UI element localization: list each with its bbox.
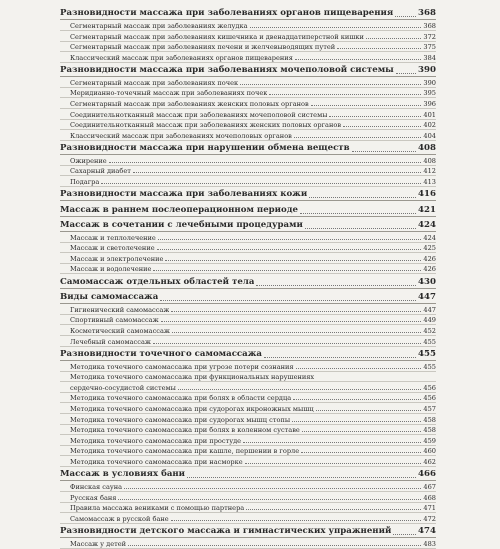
- toc-page-number: 456: [423, 383, 436, 392]
- toc-subsection-row: [60, 52, 436, 63]
- toc-entry-title: Разновидности точечного самомассажа: [60, 348, 262, 359]
- toc-entry-title: Методика точечного самомассажа при угрозе потери сознания: [70, 362, 294, 371]
- toc-entry-title: Разновидности детского массажа и гимнастических упражнений: [60, 526, 392, 537]
- toc-page-number: 458: [423, 415, 436, 424]
- toc-entry-title: Методика точечного самомассажа при болях в области сердца: [70, 394, 292, 403]
- toc-page-number: 458: [423, 426, 436, 435]
- dot-leader: [153, 343, 421, 344]
- toc-section-row: [60, 524, 436, 538]
- toc-page-number: 466: [418, 469, 436, 480]
- dot-leader: [245, 463, 422, 464]
- toc-entry-title: Массаж и водолечение: [70, 265, 152, 274]
- table-of-contents: [60, 6, 436, 549]
- dot-leader: [171, 311, 421, 312]
- toc-entry-title: Разновидности массажа при заболеваниях органов пищеварения: [60, 8, 394, 19]
- dot-leader: [393, 534, 416, 535]
- dot-leader: [337, 48, 421, 49]
- toc-page-number: 401: [423, 110, 436, 119]
- toc-entry-title: Методика точечного самомассажа при судорогах мышц стопы: [70, 415, 291, 424]
- toc-page-number: 390: [418, 65, 436, 76]
- dot-leader: [153, 270, 421, 271]
- toc-section-row: [60, 347, 436, 361]
- toc-page-number: 424: [423, 233, 436, 242]
- toc-subsection-row: [60, 77, 436, 88]
- toc-entry-title: сердечно-сосудистой системы: [70, 383, 176, 392]
- toc-entry-title: Гигиенический самомассаж: [70, 305, 170, 314]
- toc-section-row: [60, 187, 436, 201]
- dot-leader: [243, 442, 421, 443]
- toc-entry-title: Разновидности массажа при заболеваниях кожи: [60, 189, 308, 200]
- toc-subsection-row: [60, 31, 436, 42]
- toc-entry-title: Меридианно-точечный массаж при заболеваниях почек: [70, 89, 268, 98]
- toc-subsection-row: [60, 382, 436, 393]
- dot-leader: [343, 126, 421, 127]
- toc-subsection-row: [60, 155, 436, 166]
- toc-page-number: 413: [423, 177, 436, 186]
- toc-subsection-row: [60, 456, 436, 467]
- toc-page-number: 456: [423, 394, 436, 403]
- dot-leader: [240, 84, 421, 85]
- toc-page-number: 455: [418, 348, 436, 359]
- toc-page-number: 462: [423, 457, 436, 466]
- toc-page-number: 447: [418, 292, 436, 303]
- toc-entry-title: Сегментарный массаж при заболеваниях кишечника и двенадцатиперстной кишки: [70, 32, 364, 41]
- toc-entry-title: Сегментарный массаж при заболеваниях печени и желчевыводящих путей: [70, 43, 336, 52]
- toc-subsection-row: [60, 243, 436, 254]
- toc-subsection-row: [60, 513, 436, 524]
- dot-leader: [161, 321, 422, 322]
- toc-subsection-row: [60, 481, 436, 492]
- toc-subsection-row: [60, 109, 436, 120]
- toc-page-number: 455: [423, 337, 436, 346]
- toc-subsection-row: [60, 336, 436, 347]
- toc-subsection-row: [60, 538, 436, 549]
- toc-entry-title: Подагра: [70, 177, 100, 186]
- toc-entry-title: Массаж и светолечение: [70, 244, 155, 253]
- toc-subsection-row: [60, 232, 436, 243]
- toc-subsection-row: [60, 88, 436, 99]
- toc-entry-title: Соединительнотканный массаж при заболеваниях мочеполовой системы: [70, 110, 328, 119]
- toc-subsection-row: [60, 253, 436, 264]
- dot-leader: [296, 368, 422, 369]
- dot-leader: [316, 410, 422, 411]
- toc-page-number: 396: [423, 99, 436, 108]
- toc-entry-title: Массаж и теплолечение: [70, 233, 156, 242]
- toc-entry-title: Массаж и электролечение: [70, 254, 164, 263]
- toc-entry-title: Массаж в раннем послеоперационном периоде: [60, 204, 298, 215]
- toc-subsection-row: [60, 393, 436, 404]
- toc-page-number: 468: [423, 493, 436, 502]
- toc-page-number: 460: [423, 447, 436, 456]
- toc-entry-title: Сахарный диабет: [70, 167, 131, 176]
- toc-entry-title: Косметический самомассаж: [70, 327, 170, 335]
- dot-leader: [118, 499, 421, 500]
- dot-leader: [352, 151, 416, 152]
- toc-subsection-row: [60, 98, 436, 109]
- toc-page-number: 404: [423, 131, 436, 140]
- toc-subsection-row: [60, 20, 436, 31]
- toc-page-number: 426: [423, 265, 436, 274]
- toc-entry-title: Соединительнотканный массаж при заболеваниях женских половых органов: [70, 121, 342, 130]
- toc-page-number: 408: [423, 156, 436, 165]
- dot-leader: [246, 509, 421, 510]
- toc-entry-title: Классический массаж при заболеваниях мочеполовых органов: [70, 131, 292, 140]
- toc-subsection-row: [60, 42, 436, 53]
- dot-leader: [294, 137, 422, 138]
- toc-entry-title: Классический массаж при заболеваниях органов пищеварения: [70, 53, 293, 62]
- dot-leader: [293, 399, 421, 400]
- toc-page-number: 447: [423, 305, 436, 314]
- toc-entry-title: Массаж в условиях бани: [60, 469, 186, 480]
- toc-page-number: 471: [423, 504, 436, 513]
- toc-page-number: 449: [423, 316, 436, 325]
- dot-leader: [124, 488, 421, 489]
- dot-leader: [109, 162, 422, 163]
- toc-page-number: 457: [423, 404, 436, 413]
- toc-page-number: 384: [423, 53, 436, 62]
- toc-page-number: 421: [418, 204, 436, 215]
- toc-section-row: [60, 467, 436, 481]
- toc-subsection-row: [60, 166, 436, 177]
- dot-leader: [171, 520, 422, 521]
- toc-entry-title: Сегментарный массаж при заболеваниях желудка: [70, 21, 248, 30]
- dot-leader: [300, 213, 416, 214]
- toc-subsection-row: [60, 503, 436, 514]
- toc-page-number: 424: [418, 220, 436, 231]
- toc-page-number: 368: [418, 8, 436, 19]
- toc-subsection-row: [60, 446, 436, 457]
- dot-leader: [157, 249, 422, 250]
- toc-subsection-row: [60, 264, 436, 275]
- toc-page-number: 430: [418, 276, 436, 287]
- toc-entry-title: Массаж у детей: [70, 539, 127, 548]
- toc-entry-title: Финская сауна: [70, 482, 123, 491]
- toc-section-row: [60, 218, 436, 232]
- toc-section-row: [60, 63, 436, 77]
- toc-page-number: 395: [423, 89, 436, 98]
- dot-leader: [101, 183, 421, 184]
- toc-entry-title: Методика точечного самомассажа при насморке: [70, 457, 243, 466]
- toc-entry-title: Правила массажа вениками с помощью партнера: [70, 504, 245, 513]
- dot-leader: [256, 285, 416, 286]
- dot-leader: [172, 332, 421, 333]
- toc-page-number: 483: [423, 539, 436, 548]
- toc-entry-title: Методика точечного самомассажа при кашле, першении в горле: [70, 447, 300, 456]
- toc-entry-title: Сегментарный массаж при заболеваниях женских половых органов: [70, 99, 309, 108]
- dot-leader: [160, 300, 416, 301]
- toc-page-number: 390: [423, 78, 436, 87]
- dot-leader: [329, 116, 421, 117]
- toc-section-row: [60, 6, 436, 20]
- dot-leader: [301, 452, 421, 453]
- toc-subsection-row: [60, 372, 436, 383]
- toc-entry-title: Русская баня: [70, 493, 117, 502]
- toc-entry-title: Методика точечного самомассажа при болях в коленном суставе: [70, 426, 300, 435]
- toc-entry-title: Самомассаж отдельных областей тела: [60, 276, 255, 287]
- toc-subsection-row: [60, 361, 436, 372]
- toc-entry-title: Ожирение: [70, 156, 107, 165]
- dot-leader: [133, 172, 422, 173]
- toc-subsection-row: [60, 492, 436, 503]
- toc-subsection-row: [60, 130, 436, 141]
- toc-page-number: 408: [418, 143, 436, 154]
- toc-entry-title: Методика точечного самомассажа при функциональных нарушениях: [70, 373, 315, 382]
- toc-page-number: 474: [418, 526, 436, 537]
- dot-leader: [264, 357, 416, 358]
- toc-section-row: [60, 141, 436, 155]
- toc-entry-title: Сегментарный массаж при заболеваниях почек: [70, 78, 239, 87]
- toc-section-row: [60, 202, 436, 216]
- toc-entry-title: Спортивный самомассаж: [70, 316, 159, 325]
- dot-leader: [165, 260, 421, 261]
- toc-entry-title: Методика точечного самомассажа при судорогах икроножных мышц: [70, 404, 314, 413]
- toc-page-number: 452: [423, 327, 436, 335]
- dot-leader: [366, 38, 422, 39]
- dot-leader: [250, 27, 422, 28]
- dot-leader: [295, 59, 422, 60]
- dot-leader: [305, 228, 416, 229]
- toc-entry-title: Разновидности массажа при нарушении обмена веществ: [60, 143, 350, 154]
- toc-page-number: 402: [423, 121, 436, 130]
- toc-subsection-row: [60, 304, 436, 315]
- toc-entry-title: Массаж в сочетании с лечебными процедурами: [60, 220, 303, 231]
- toc-subsection-row: [60, 176, 436, 187]
- toc-page-number: 412: [423, 167, 436, 176]
- toc-page-number: 416: [418, 189, 436, 200]
- toc-page-number: 472: [423, 514, 436, 523]
- dot-leader: [395, 16, 416, 17]
- toc-page-number: 368: [423, 21, 436, 30]
- toc-entry-title: Разновидности массажа при заболеваниях мочеполовой системы: [60, 65, 394, 76]
- dot-leader: [302, 431, 422, 432]
- dot-leader: [128, 545, 421, 546]
- toc-entry-title: Самомассаж в русской бане: [70, 514, 169, 523]
- toc-subsection-row: [60, 435, 436, 446]
- toc-section-row: [60, 290, 436, 304]
- toc-subsection-row: [60, 403, 436, 414]
- toc-subsection-row: [60, 414, 436, 425]
- toc-section-row: [60, 274, 436, 288]
- toc-subsection-row: [60, 120, 436, 131]
- toc-subsection-row: [60, 325, 436, 336]
- toc-subsection-row: [60, 315, 436, 326]
- toc-page-number: 375: [423, 43, 436, 52]
- toc-subsection-row: [60, 425, 436, 436]
- dot-leader: [158, 239, 422, 240]
- dot-leader: [292, 421, 421, 422]
- dot-leader: [178, 389, 421, 390]
- toc-page-number: 372: [423, 32, 436, 41]
- toc-entry-title: Методика точечного самомассажа при простуде: [70, 436, 242, 445]
- toc-page-number: 459: [423, 436, 436, 445]
- dot-leader: [311, 105, 422, 106]
- toc-page-number: 426: [423, 254, 436, 263]
- dot-leader: [396, 73, 416, 74]
- dot-leader: [269, 94, 421, 95]
- toc-entry-title: Лечебный самомассаж: [70, 337, 151, 346]
- toc-page-number: 467: [423, 482, 436, 491]
- toc-entry-title: Виды самомассажа: [60, 292, 159, 303]
- toc-page-number: 425: [423, 244, 436, 253]
- dot-leader: [309, 197, 416, 198]
- dot-leader: [187, 477, 416, 478]
- toc-page-number: 455: [423, 362, 436, 371]
